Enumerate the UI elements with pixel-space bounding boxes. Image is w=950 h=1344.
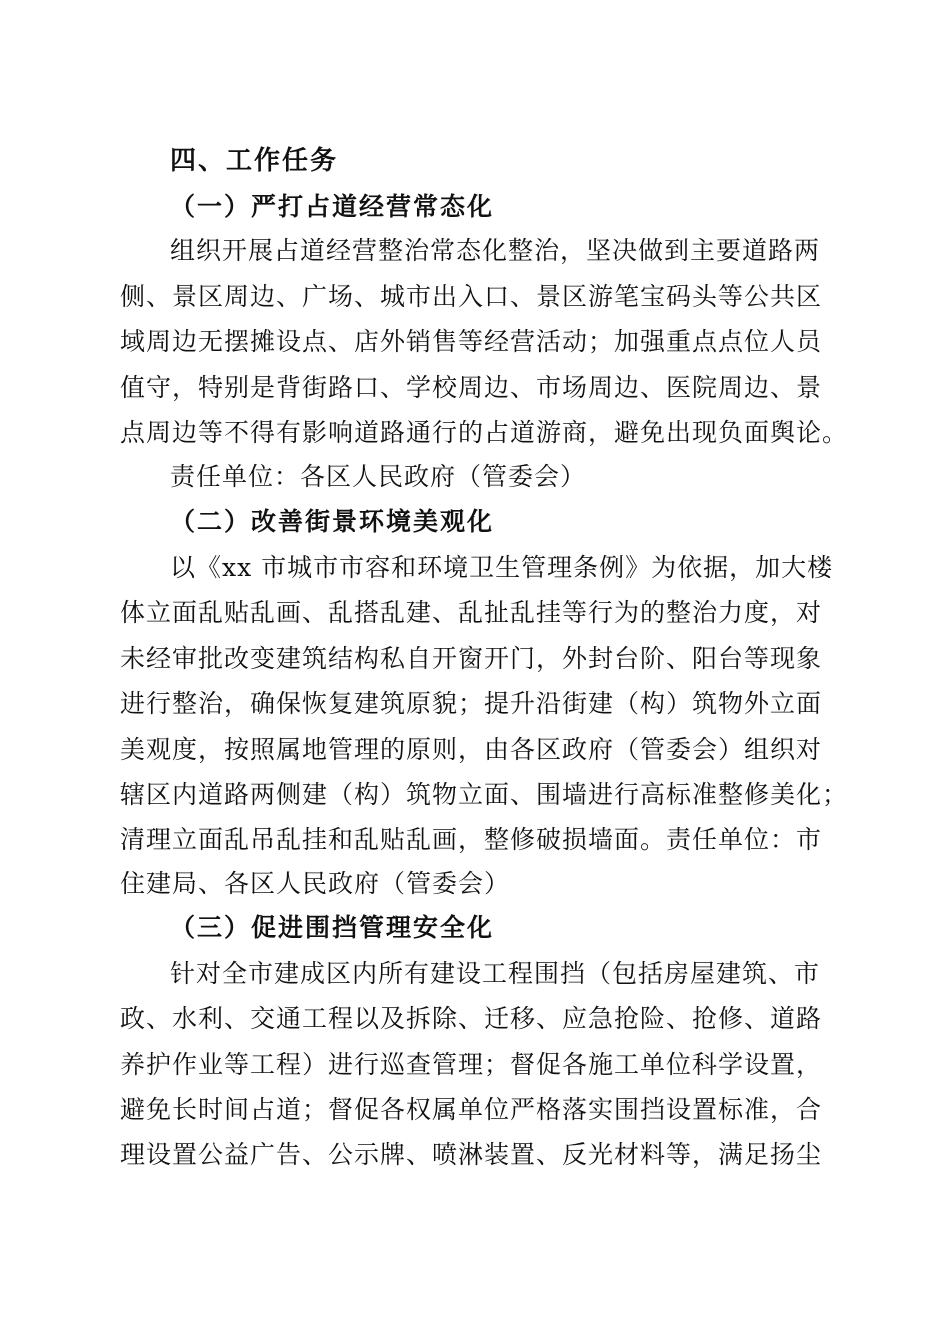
paragraph-line: 针对全市建成区内所有建设工程围挡（包括房屋建筑、市 bbox=[170, 959, 821, 988]
paragraph-line: 体立面乱贴乱画、乱搭乱建、乱扯乱挂等行为的整治力度，对 bbox=[120, 598, 823, 627]
paragraph-line: 养护作业等工程）进行巡查管理；督促各施工单位科学设置， bbox=[120, 1050, 823, 1079]
paragraph-line: 避免长时间占道；督促各权属单位严格落实围挡设置标准，合 bbox=[120, 1095, 823, 1124]
subsection-heading-2: （二）改善街景环境美观化 bbox=[170, 507, 495, 536]
section-heading: 四、工作任务 bbox=[170, 146, 339, 176]
paragraph-line: 以《xx 市城市市容和环境卫生管理条例》为依据，加大楼 bbox=[170, 553, 834, 582]
paragraph-line: 未经审批改变建筑结构私自开窗开门，外封台阶、阳台等现象 bbox=[120, 644, 823, 673]
paragraph-line: 辖区内道路两侧建（构）筑物立面、围墙进行高标准整修美化； bbox=[120, 780, 849, 809]
paragraph-line: 侧、景区周边、广场、城市出入口、景区游笔宝码头等公共区 bbox=[120, 282, 823, 311]
paragraph-line: 住建局、各区人民政府（管委会） bbox=[120, 869, 511, 898]
subsection-heading-3: （三）促进围挡管理安全化 bbox=[170, 913, 495, 942]
responsibility-line: 责任单位：各区人民政府（管委会） bbox=[170, 462, 587, 491]
subsection-heading-1: （一）严打占道经营常态化 bbox=[170, 192, 495, 221]
paragraph-line: 清理立面乱吊乱挂和乱贴乱画，整修破损墙面。责任单位：市 bbox=[120, 825, 823, 854]
paragraph-line: 进行整治，确保恢复建筑原貌；提升沿街建（构）筑物外立面 bbox=[120, 689, 823, 718]
paragraph-line: 域周边无摆摊设点、店外销售等经营活动；加强重点点位人员 bbox=[120, 327, 823, 356]
paragraph-line: 组织开展占道经营整治常态化整治，坚决做到主要道路两 bbox=[170, 236, 821, 265]
paragraph-line: 政、水利、交通工程以及拆除、迁移、应急抢险、抢修、道路 bbox=[120, 1004, 823, 1033]
paragraph-line: 值守，特别是背街路口、学校周边、市场周边、医院周边、景 bbox=[120, 373, 823, 402]
paragraph-line: 美观度，按照属地管理的原则，由各区政府（管委会）组织对 bbox=[120, 735, 823, 764]
paragraph-line: 理设置公益广告、公示牌、喷淋装置、反光材料等，满足扬尘 bbox=[120, 1140, 823, 1169]
paragraph-line: 点周边等不得有影响道路通行的占道游商，避免出现负面舆论。 bbox=[120, 418, 849, 447]
